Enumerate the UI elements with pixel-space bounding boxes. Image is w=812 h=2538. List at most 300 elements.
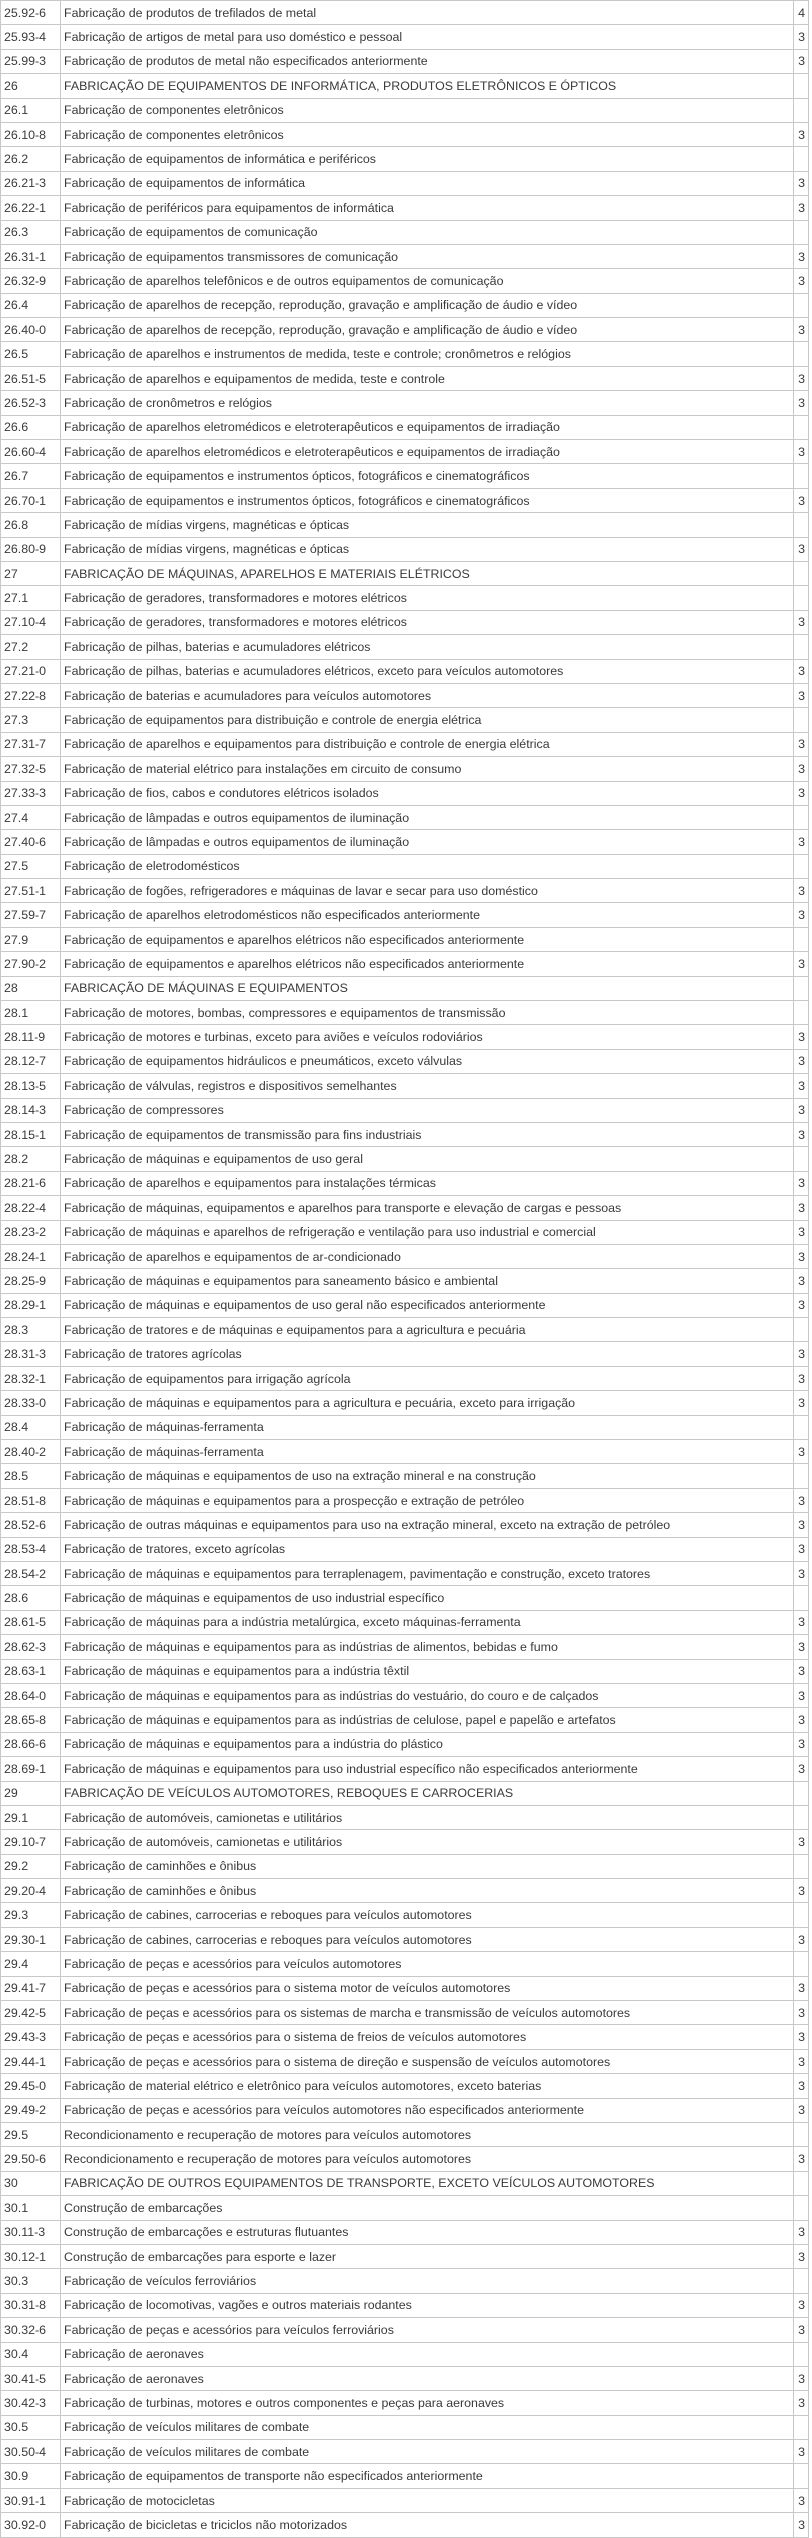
description-cell: Fabricação de máquinas e equipamentos para as indústrias de celulose, papel e papelão e artefatos bbox=[61, 1708, 794, 1732]
code-cell: 26.60-4 bbox=[1, 440, 61, 464]
table-row bbox=[1, 708, 809, 732]
table-row bbox=[1, 464, 809, 488]
risk-grade-cell: 3 bbox=[794, 196, 809, 220]
description-cell: Fabricação de produtos de metal não especificados anteriormente bbox=[61, 49, 794, 73]
description-cell: Fabricação de peças e acessórios para os sistemas de marcha e transmissão de veículos automotores bbox=[61, 2001, 794, 2025]
code-cell: 30.3 bbox=[1, 2269, 61, 2293]
table-row bbox=[1, 805, 809, 829]
table-row bbox=[1, 220, 809, 244]
description-cell: Fabricação de máquinas e equipamentos de uso industrial específico bbox=[61, 1586, 794, 1610]
risk-grade-cell: 3 bbox=[794, 781, 809, 805]
table-row bbox=[1, 2074, 809, 2098]
table-row bbox=[1, 25, 809, 49]
description-cell: Fabricação de veículos militares de combate bbox=[61, 2440, 794, 2464]
code-cell: 28.40-2 bbox=[1, 1440, 61, 1464]
table-row bbox=[1, 1683, 809, 1707]
description-cell: Fabricação de motocicletas bbox=[61, 2488, 794, 2512]
risk-grade-cell: 3 bbox=[794, 659, 809, 683]
description-cell: Fabricação de peças e acessórios para o sistema de direção e suspensão de veículos automotores bbox=[61, 2049, 794, 2073]
table-row bbox=[1, 2244, 809, 2268]
description-cell: Fabricação de máquinas e equipamentos para as indústrias de alimentos, bebidas e fumo bbox=[61, 1635, 794, 1659]
table-row bbox=[1, 2318, 809, 2342]
code-cell: 27.40-6 bbox=[1, 830, 61, 854]
code-cell: 26.10-8 bbox=[1, 122, 61, 146]
risk-grade-cell: 3 bbox=[794, 1683, 809, 1707]
table-row bbox=[1, 732, 809, 756]
description-cell: Fabricação de aparelhos e equipamentos para instalações térmicas bbox=[61, 1171, 794, 1195]
table-row bbox=[1, 1342, 809, 1366]
table-row bbox=[1, 269, 809, 293]
code-cell: 30.4 bbox=[1, 2342, 61, 2366]
description-cell: Fabricação de cabines, carrocerias e reboques para veículos automotores bbox=[61, 1903, 794, 1927]
table-row bbox=[1, 1244, 809, 1268]
description-cell: Fabricação de lâmpadas e outros equipamentos de iluminação bbox=[61, 805, 794, 829]
code-cell: 30.42-3 bbox=[1, 2391, 61, 2415]
table-row bbox=[1, 1854, 809, 1878]
table-row bbox=[1, 1879, 809, 1903]
risk-grade-cell bbox=[794, 464, 809, 488]
description-cell: FABRICAÇÃO DE EQUIPAMENTOS DE INFORMÁTICA, PRODUTOS ELETRÔNICOS E ÓPTICOS bbox=[61, 74, 794, 98]
description-cell: Fabricação de máquinas-ferramenta bbox=[61, 1440, 794, 1464]
description-cell: Fabricação de pilhas, baterias e acumuladores elétricos, exceto para veículos automotores bbox=[61, 659, 794, 683]
code-cell: 29.43-3 bbox=[1, 2025, 61, 2049]
table-row bbox=[1, 1025, 809, 1049]
table-row bbox=[1, 1805, 809, 1829]
risk-grade-cell bbox=[794, 1854, 809, 1878]
code-cell: 27.21-0 bbox=[1, 659, 61, 683]
code-cell: 28 bbox=[1, 976, 61, 1000]
code-cell: 28.51-8 bbox=[1, 1488, 61, 1512]
description-cell: Fabricação de máquinas e aparelhos de refrigeração e ventilação para uso industrial e comercial bbox=[61, 1220, 794, 1244]
description-cell: Fabricação de material elétrico para instalações em circuito de consumo bbox=[61, 757, 794, 781]
code-cell: 29.2 bbox=[1, 1854, 61, 1878]
code-cell: 26.8 bbox=[1, 513, 61, 537]
description-cell: Fabricação de máquinas e equipamentos para saneamento básico e ambiental bbox=[61, 1269, 794, 1293]
code-cell: 28.54-2 bbox=[1, 1562, 61, 1586]
code-cell: 26.80-9 bbox=[1, 537, 61, 561]
risk-grade-cell: 3 bbox=[794, 1098, 809, 1122]
risk-grade-cell bbox=[794, 2342, 809, 2366]
risk-grade-cell: 3 bbox=[794, 269, 809, 293]
code-cell: 26.4 bbox=[1, 293, 61, 317]
code-cell: 27.3 bbox=[1, 708, 61, 732]
description-cell: FABRICAÇÃO DE MÁQUINAS E EQUIPAMENTOS bbox=[61, 976, 794, 1000]
risk-grade-cell: 3 bbox=[794, 2025, 809, 2049]
risk-grade-cell: 3 bbox=[794, 610, 809, 634]
description-cell: Fabricação de equipamentos e instrumentos ópticos, fotográficos e cinematográficos bbox=[61, 488, 794, 512]
table-row bbox=[1, 1708, 809, 1732]
table-row bbox=[1, 903, 809, 927]
risk-grade-cell: 3 bbox=[794, 2366, 809, 2390]
description-cell: Fabricação de lâmpadas e outros equipamentos de iluminação bbox=[61, 830, 794, 854]
description-cell: Fabricação de locomotivas, vagões e outros materiais rodantes bbox=[61, 2293, 794, 2317]
description-cell: Fabricação de equipamentos e aparelhos elétricos não especificados anteriormente bbox=[61, 927, 794, 951]
code-cell: 28.66-6 bbox=[1, 1732, 61, 1756]
code-cell: 30.9 bbox=[1, 2464, 61, 2488]
risk-grade-cell: 3 bbox=[794, 2293, 809, 2317]
code-cell: 28.4 bbox=[1, 1415, 61, 1439]
table-row bbox=[1, 1586, 809, 1610]
table-row bbox=[1, 171, 809, 195]
risk-grade-cell: 3 bbox=[794, 1342, 809, 1366]
code-cell: 28.15-1 bbox=[1, 1122, 61, 1146]
table-row bbox=[1, 2488, 809, 2512]
table-row bbox=[1, 2098, 809, 2122]
description-cell: Fabricação de geradores, transformadores e motores elétricos bbox=[61, 610, 794, 634]
table-row bbox=[1, 976, 809, 1000]
code-cell: 28.61-5 bbox=[1, 1610, 61, 1634]
description-cell: Fabricação de aeronaves bbox=[61, 2366, 794, 2390]
table-row bbox=[1, 147, 809, 171]
code-cell: 26.5 bbox=[1, 342, 61, 366]
risk-grade-cell bbox=[794, 98, 809, 122]
risk-grade-cell bbox=[794, 1781, 809, 1805]
table-row bbox=[1, 610, 809, 634]
code-cell: 29.50-6 bbox=[1, 2147, 61, 2171]
code-cell: 27.2 bbox=[1, 635, 61, 659]
description-cell: Fabricação de mídias virgens, magnéticas e ópticas bbox=[61, 513, 794, 537]
description-cell: Fabricação de aeronaves bbox=[61, 2342, 794, 2366]
code-cell: 30.50-4 bbox=[1, 2440, 61, 2464]
code-cell: 25.93-4 bbox=[1, 25, 61, 49]
risk-grade-cell bbox=[794, 513, 809, 537]
description-cell: Construção de embarcações bbox=[61, 2196, 794, 2220]
code-cell: 28.2 bbox=[1, 1147, 61, 1171]
risk-grade-cell: 3 bbox=[794, 1659, 809, 1683]
code-cell: 28.64-0 bbox=[1, 1683, 61, 1707]
description-cell: FABRICAÇÃO DE VEÍCULOS AUTOMOTORES, REBOQUES E CARROCERIAS bbox=[61, 1781, 794, 1805]
table-row bbox=[1, 1318, 809, 1342]
description-cell: Fabricação de aparelhos e equipamentos de ar-condicionado bbox=[61, 1244, 794, 1268]
risk-grade-cell bbox=[794, 74, 809, 98]
description-cell: Fabricação de máquinas, equipamentos e aparelhos para transporte e elevação de cargas e pessoas bbox=[61, 1196, 794, 1220]
code-cell: 28.52-6 bbox=[1, 1513, 61, 1537]
code-cell: 27.5 bbox=[1, 854, 61, 878]
description-cell: Fabricação de equipamentos transmissores de comunicação bbox=[61, 244, 794, 268]
risk-grade-cell: 3 bbox=[794, 1293, 809, 1317]
code-cell: 26.6 bbox=[1, 415, 61, 439]
code-cell: 26.52-3 bbox=[1, 391, 61, 415]
risk-grade-cell: 3 bbox=[794, 879, 809, 903]
description-cell: Fabricação de aparelhos e equipamentos para distribuição e controle de energia elétrica bbox=[61, 732, 794, 756]
code-cell: 26.1 bbox=[1, 98, 61, 122]
description-cell: Fabricação de bicicletas e triciclos não motorizados bbox=[61, 2513, 794, 2537]
table-row bbox=[1, 1122, 809, 1146]
table-row bbox=[1, 537, 809, 561]
table-row bbox=[1, 513, 809, 537]
risk-grade-cell bbox=[794, 635, 809, 659]
risk-grade-cell: 3 bbox=[794, 1074, 809, 1098]
table-row bbox=[1, 1147, 809, 1171]
risk-grade-cell bbox=[794, 2171, 809, 2195]
description-cell: Fabricação de máquinas e equipamentos para terraplenagem, pavimentação e construção, exceto tratores bbox=[61, 1562, 794, 1586]
description-cell: Fabricação de aparelhos e equipamentos de medida, teste e controle bbox=[61, 366, 794, 390]
risk-grade-cell: 3 bbox=[794, 683, 809, 707]
risk-grade-cell: 3 bbox=[794, 830, 809, 854]
description-cell: Fabricação de máquinas e equipamentos de uso geral bbox=[61, 1147, 794, 1171]
table-row bbox=[1, 1464, 809, 1488]
description-cell: Fabricação de máquinas para a indústria metalúrgica, exceto máquinas-ferramenta bbox=[61, 1610, 794, 1634]
description-cell: Fabricação de geradores, transformadores e motores elétricos bbox=[61, 586, 794, 610]
risk-grade-cell: 3 bbox=[794, 1927, 809, 1951]
table-row bbox=[1, 1415, 809, 1439]
risk-grade-cell bbox=[794, 708, 809, 732]
code-cell: 29.41-7 bbox=[1, 1976, 61, 2000]
code-cell: 28.14-3 bbox=[1, 1098, 61, 1122]
table-row bbox=[1, 1757, 809, 1781]
table-row bbox=[1, 1635, 809, 1659]
risk-grade-cell: 3 bbox=[794, 1244, 809, 1268]
description-cell: Fabricação de outras máquinas e equipamentos para uso na extração mineral, exceto na extração de petróleo bbox=[61, 1513, 794, 1537]
risk-grade-cell: 3 bbox=[794, 1025, 809, 1049]
code-cell: 30.31-8 bbox=[1, 2293, 61, 2317]
description-cell: Fabricação de equipamentos de comunicação bbox=[61, 220, 794, 244]
table-row bbox=[1, 1220, 809, 1244]
description-cell: Fabricação de peças e acessórios para o sistema motor de veículos automotores bbox=[61, 1976, 794, 2000]
risk-grade-cell: 3 bbox=[794, 244, 809, 268]
risk-grade-cell: 3 bbox=[794, 1049, 809, 1073]
description-cell: Fabricação de aparelhos eletromédicos e eletroterapêuticos e equipamentos de irradiação bbox=[61, 415, 794, 439]
code-cell: 29.42-5 bbox=[1, 2001, 61, 2025]
risk-grade-cell: 3 bbox=[794, 2147, 809, 2171]
table-row bbox=[1, 1001, 809, 1025]
code-cell: 27.51-1 bbox=[1, 879, 61, 903]
risk-grade-cell bbox=[794, 927, 809, 951]
description-cell: Fabricação de aparelhos eletromédicos e eletroterapêuticos e equipamentos de irradiação bbox=[61, 440, 794, 464]
table-row bbox=[1, 74, 809, 98]
risk-grade-cell: 3 bbox=[794, 391, 809, 415]
table-row bbox=[1, 1976, 809, 2000]
description-cell: Fabricação de caminhões e ônibus bbox=[61, 1854, 794, 1878]
code-cell: 30.5 bbox=[1, 2415, 61, 2439]
description-cell: Fabricação de componentes eletrônicos bbox=[61, 98, 794, 122]
table-row bbox=[1, 2342, 809, 2366]
table-row bbox=[1, 342, 809, 366]
description-cell: Fabricação de baterias e acumuladores para veículos automotores bbox=[61, 683, 794, 707]
code-cell: 30 bbox=[1, 2171, 61, 2195]
table-row bbox=[1, 2171, 809, 2195]
table-row bbox=[1, 1830, 809, 1854]
table-row bbox=[1, 2440, 809, 2464]
table-row bbox=[1, 1659, 809, 1683]
code-cell: 25.99-3 bbox=[1, 49, 61, 73]
description-cell: Fabricação de mídias virgens, magnéticas e ópticas bbox=[61, 537, 794, 561]
risk-grade-cell: 3 bbox=[794, 2488, 809, 2512]
risk-grade-cell: 3 bbox=[794, 1269, 809, 1293]
code-cell: 29.1 bbox=[1, 1805, 61, 1829]
risk-grade-cell: 3 bbox=[794, 366, 809, 390]
table-row bbox=[1, 1, 809, 25]
code-cell: 28.5 bbox=[1, 1464, 61, 1488]
risk-grade-cell: 3 bbox=[794, 440, 809, 464]
code-cell: 26 bbox=[1, 74, 61, 98]
code-cell: 30.12-1 bbox=[1, 2244, 61, 2268]
table-row bbox=[1, 2415, 809, 2439]
code-cell: 29.20-4 bbox=[1, 1879, 61, 1903]
risk-grade-cell bbox=[794, 1464, 809, 1488]
description-cell: FABRICAÇÃO DE OUTROS EQUIPAMENTOS DE TRANSPORTE, EXCETO VEÍCULOS AUTOMOTORES bbox=[61, 2171, 794, 2195]
code-cell: 26.22-1 bbox=[1, 196, 61, 220]
table-row bbox=[1, 1952, 809, 1976]
description-cell: Fabricação de máquinas e equipamentos para a indústria do plástico bbox=[61, 1732, 794, 1756]
description-cell: Fabricação de aparelhos de recepção, reprodução, gravação e amplificação de áudio e vídeo bbox=[61, 293, 794, 317]
risk-grade-cell: 3 bbox=[794, 122, 809, 146]
table-row bbox=[1, 1293, 809, 1317]
risk-grade-cell bbox=[794, 147, 809, 171]
risk-grade-cell: 3 bbox=[794, 1562, 809, 1586]
table-row bbox=[1, 2001, 809, 2025]
table-row bbox=[1, 318, 809, 342]
table-row bbox=[1, 854, 809, 878]
description-cell: Fabricação de cronômetros e relógios bbox=[61, 391, 794, 415]
table-row bbox=[1, 2147, 809, 2171]
risk-grade-cell: 3 bbox=[794, 1610, 809, 1634]
table-row bbox=[1, 1269, 809, 1293]
table-row bbox=[1, 2464, 809, 2488]
table-row bbox=[1, 415, 809, 439]
code-cell: 29.30-1 bbox=[1, 1927, 61, 1951]
table-row bbox=[1, 488, 809, 512]
risk-grade-cell: 3 bbox=[794, 903, 809, 927]
table-row bbox=[1, 2293, 809, 2317]
code-cell: 28.31-3 bbox=[1, 1342, 61, 1366]
table-row bbox=[1, 1196, 809, 1220]
code-cell: 27.33-3 bbox=[1, 781, 61, 805]
risk-grade-cell bbox=[794, 2196, 809, 2220]
code-cell: 26.2 bbox=[1, 147, 61, 171]
code-cell: 28.62-3 bbox=[1, 1635, 61, 1659]
table-row bbox=[1, 2513, 809, 2537]
description-cell: Fabricação de eletrodomésticos bbox=[61, 854, 794, 878]
code-cell: 28.1 bbox=[1, 1001, 61, 1025]
table-row bbox=[1, 1610, 809, 1634]
risk-grade-cell: 3 bbox=[794, 488, 809, 512]
code-cell: 30.92-0 bbox=[1, 2513, 61, 2537]
table-row bbox=[1, 2049, 809, 2073]
risk-grade-cell: 3 bbox=[794, 1537, 809, 1561]
table-row bbox=[1, 196, 809, 220]
code-cell: 26.7 bbox=[1, 464, 61, 488]
table-row bbox=[1, 2220, 809, 2244]
description-cell: Fabricação de máquinas e equipamentos para as indústrias do vestuário, do couro e de calçados bbox=[61, 1683, 794, 1707]
description-cell: Fabricação de produtos de trefilados de metal bbox=[61, 1, 794, 25]
code-cell: 28.21-6 bbox=[1, 1171, 61, 1195]
table-row bbox=[1, 1049, 809, 1073]
table-row bbox=[1, 927, 809, 951]
description-cell: Fabricação de equipamentos para irrigação agrícola bbox=[61, 1366, 794, 1390]
description-cell: Fabricação de equipamentos de transporte não especificados anteriormente bbox=[61, 2464, 794, 2488]
risk-grade-cell: 3 bbox=[794, 1976, 809, 2000]
table-row bbox=[1, 561, 809, 585]
risk-grade-cell bbox=[794, 2464, 809, 2488]
table-row bbox=[1, 1732, 809, 1756]
table-row bbox=[1, 781, 809, 805]
risk-grade-cell bbox=[794, 1001, 809, 1025]
table-row bbox=[1, 2391, 809, 2415]
risk-grade-cell bbox=[794, 2122, 809, 2146]
code-cell: 29.45-0 bbox=[1, 2074, 61, 2098]
code-cell: 28.3 bbox=[1, 1318, 61, 1342]
code-cell: 30.1 bbox=[1, 2196, 61, 2220]
table-row bbox=[1, 391, 809, 415]
description-cell: FABRICAÇÃO DE MÁQUINAS, APARELHOS E MATERIAIS ELÉTRICOS bbox=[61, 561, 794, 585]
risk-grade-cell: 3 bbox=[794, 2318, 809, 2342]
description-cell: Fabricação de equipamentos de informática bbox=[61, 171, 794, 195]
risk-grade-cell: 3 bbox=[794, 1391, 809, 1415]
description-cell: Fabricação de material elétrico e eletrônico para veículos automotores, exceto baterias bbox=[61, 2074, 794, 2098]
table-row bbox=[1, 2366, 809, 2390]
description-cell: Fabricação de equipamentos e instrumentos ópticos, fotográficos e cinematográficos bbox=[61, 464, 794, 488]
description-cell: Fabricação de aparelhos telefônicos e de outros equipamentos de comunicação bbox=[61, 269, 794, 293]
risk-grade-cell: 3 bbox=[794, 1196, 809, 1220]
code-cell: 28.24-1 bbox=[1, 1244, 61, 1268]
description-cell: Fabricação de pilhas, baterias e acumuladores elétricos bbox=[61, 635, 794, 659]
risk-grade-cell bbox=[794, 1415, 809, 1439]
description-cell: Fabricação de máquinas-ferramenta bbox=[61, 1415, 794, 1439]
description-cell: Fabricação de fios, cabos e condutores elétricos isolados bbox=[61, 781, 794, 805]
risk-grade-cell bbox=[794, 2415, 809, 2439]
description-cell: Construção de embarcações e estruturas flutuantes bbox=[61, 2220, 794, 2244]
table-row bbox=[1, 1171, 809, 1195]
risk-grade-cell: 3 bbox=[794, 952, 809, 976]
table-row bbox=[1, 244, 809, 268]
code-cell: 27.90-2 bbox=[1, 952, 61, 976]
table-row bbox=[1, 366, 809, 390]
risk-grade-cell: 3 bbox=[794, 2513, 809, 2537]
table-row bbox=[1, 2122, 809, 2146]
code-cell: 30.41-5 bbox=[1, 2366, 61, 2390]
code-cell: 26.32-9 bbox=[1, 269, 61, 293]
description-cell: Fabricação de peças e acessórios para veículos ferroviários bbox=[61, 2318, 794, 2342]
risk-grade-cell: 3 bbox=[794, 49, 809, 73]
risk-grade-cell: 3 bbox=[794, 2098, 809, 2122]
code-cell: 26.21-3 bbox=[1, 171, 61, 195]
description-cell: Fabricação de equipamentos e aparelhos elétricos não especificados anteriormente bbox=[61, 952, 794, 976]
table-row bbox=[1, 1074, 809, 1098]
code-cell: 28.33-0 bbox=[1, 1391, 61, 1415]
table-row bbox=[1, 2269, 809, 2293]
table-row bbox=[1, 659, 809, 683]
risk-grade-cell bbox=[794, 561, 809, 585]
description-cell: Fabricação de compressores bbox=[61, 1098, 794, 1122]
code-cell: 27.59-7 bbox=[1, 903, 61, 927]
risk-grade-cell: 3 bbox=[794, 1732, 809, 1756]
code-cell: 28.23-2 bbox=[1, 1220, 61, 1244]
description-cell: Fabricação de tratores agrícolas bbox=[61, 1342, 794, 1366]
table-row bbox=[1, 440, 809, 464]
table-row bbox=[1, 635, 809, 659]
description-cell: Construção de embarcações para esporte e lazer bbox=[61, 2244, 794, 2268]
risk-grade-cell: 3 bbox=[794, 1757, 809, 1781]
code-cell: 28.53-4 bbox=[1, 1537, 61, 1561]
description-cell: Fabricação de aparelhos eletrodomésticos não especificados anteriormente bbox=[61, 903, 794, 927]
code-cell: 29.5 bbox=[1, 2122, 61, 2146]
table-row bbox=[1, 1781, 809, 1805]
risk-grade-cell bbox=[794, 976, 809, 1000]
code-cell: 26.40-0 bbox=[1, 318, 61, 342]
table-row bbox=[1, 2196, 809, 2220]
description-cell: Recondicionamento e recuperação de motores para veículos automotores bbox=[61, 2122, 794, 2146]
table-row bbox=[1, 1098, 809, 1122]
risk-grade-cell: 3 bbox=[794, 1635, 809, 1659]
risk-grade-cell: 3 bbox=[794, 2049, 809, 2073]
risk-grade-cell bbox=[794, 1952, 809, 1976]
code-cell: 29.49-2 bbox=[1, 2098, 61, 2122]
risk-grade-cell: 3 bbox=[794, 1122, 809, 1146]
code-cell: 28.22-4 bbox=[1, 1196, 61, 1220]
description-cell: Fabricação de aparelhos e instrumentos de medida, teste e controle; cronômetros e relógios bbox=[61, 342, 794, 366]
table-row bbox=[1, 1440, 809, 1464]
